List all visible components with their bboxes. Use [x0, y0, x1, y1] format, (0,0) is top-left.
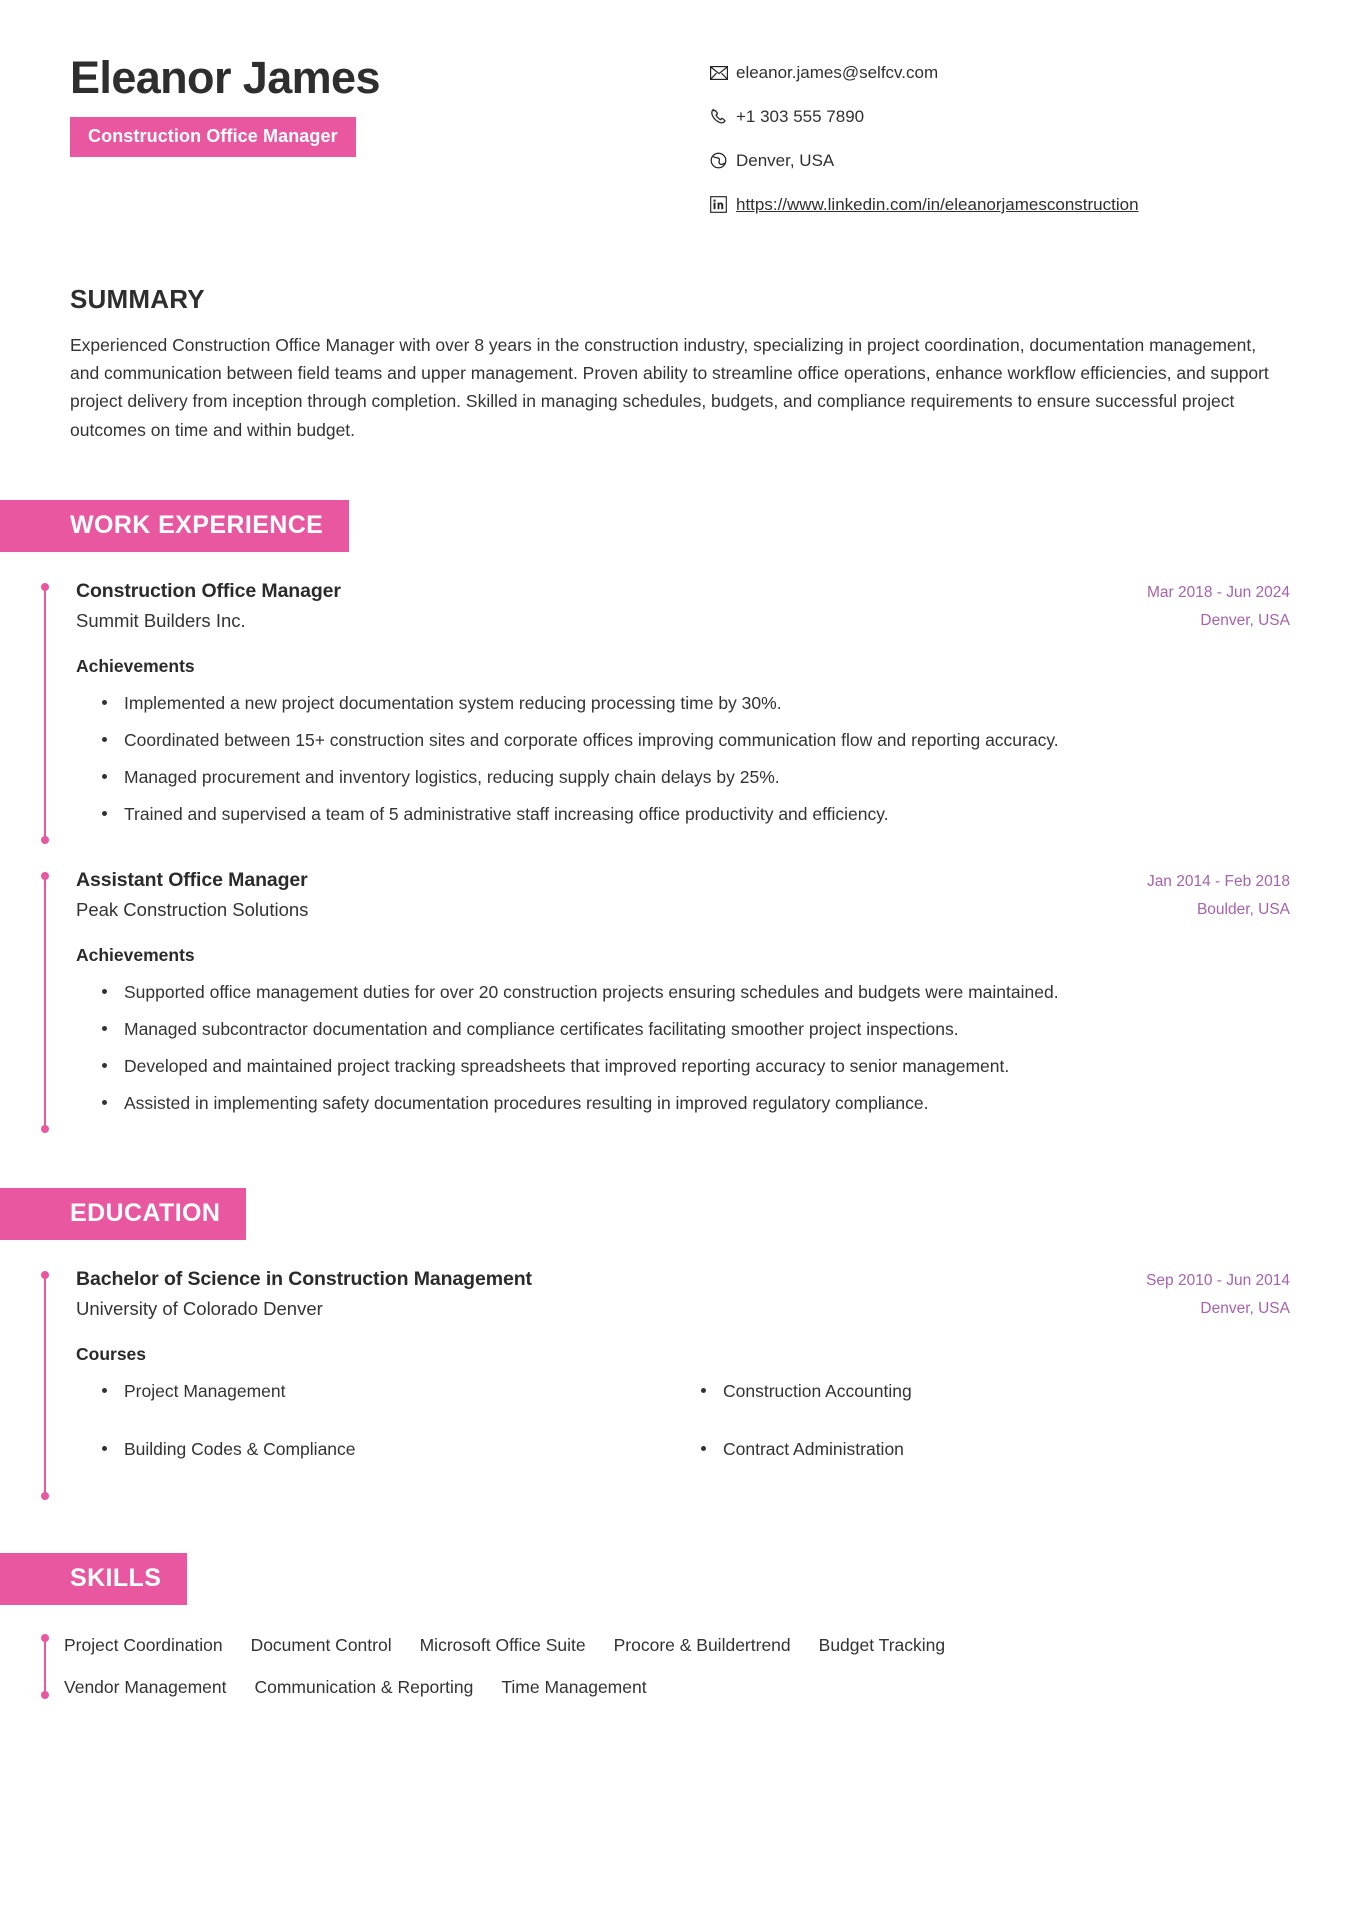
work-entry-role-org — [76, 580, 341, 632]
work-experience-heading: WORK EXPERIENCE — [0, 500, 349, 552]
course-item: Building Codes & Compliance — [122, 1435, 691, 1493]
education-entry-degree: Bachelor of Science in Construction Management — [76, 1268, 532, 1291]
contact-list — [710, 50, 1290, 238]
candidate-job-title: Construction Office Manager — [70, 117, 356, 157]
bullet-item: Implemented a new project documentation system reducing processing time by 30%. — [122, 689, 1290, 717]
work-entry-head — [76, 869, 1290, 921]
work-experience-entries — [0, 580, 1350, 1136]
skill-item: Procore & Buildertrend — [613, 1635, 791, 1656]
contact-linkedin-link[interactable]: https://www.linkedin.com/in/eleanorjamesconstruction — [736, 194, 1139, 214]
work-entry-dates: Jan 2014 - Feb 2018 — [1146, 873, 1290, 891]
skill-item: Budget Tracking — [818, 1635, 946, 1656]
education-entry-subheading: Courses — [76, 1344, 147, 1365]
bullet-item: Managed subcontractor documentation and compliance certificates facilitating smoother project inspections. — [122, 1015, 1290, 1043]
phone-icon — [710, 106, 736, 128]
skill-item: Vendor Management — [64, 1676, 227, 1697]
work-entry-bullets — [76, 978, 1290, 1117]
work-entry-dates: Mar 2018 - Jun 2024 — [1146, 584, 1290, 602]
education-heading: EDUCATION — [0, 1188, 246, 1240]
skills-entry — [44, 1633, 1290, 1700]
bullet-item: Assisted in implementing safety documentation procedures resulting in improved regulatory compliance. — [122, 1089, 1290, 1117]
skills-heading: SKILLS — [0, 1553, 187, 1605]
work-entry-organization: Peak Construction Solutions — [76, 899, 309, 921]
bullet-item: Trained and supervised a team of 5 administrative staff increasing office productivity and efficiency. — [122, 800, 1290, 828]
work-entry-subheading: Achievements — [76, 656, 195, 677]
skills-heading-wrap — [0, 1553, 1350, 1605]
work-entry-subheading: Achievements — [76, 945, 195, 966]
work-entry-organization: Summit Builders Inc. — [76, 610, 246, 632]
education-section — [0, 1188, 1350, 1503]
course-item: Contract Administration — [721, 1435, 1290, 1493]
skill-item: Document Control — [250, 1635, 392, 1656]
work-entry-meta — [1147, 873, 1290, 919]
education-courses-grid — [76, 1377, 1290, 1493]
contact-item-phone — [710, 106, 1290, 129]
skill-item: Microsoft Office Suite — [419, 1635, 586, 1656]
contact-item-linkedin[interactable] — [710, 194, 1290, 217]
skill-item: Communication & Reporting — [254, 1676, 474, 1697]
education-heading-wrap — [0, 1188, 1350, 1240]
summary-text: Experienced Construction Office Manager with over 8 years in the construction industry, specializing in project coordination, documentation management, and communication between field teams and upper management. Proven ability to streamline office operations, enhance workflow efficiencies, and support project delivery from inception through completion. Skilled in managing schedules, budgets, and compliance requirements to ensure successful project outcomes on time and within budget. — [70, 334, 1269, 440]
skills-list — [64, 1633, 1004, 1700]
education-entries — [0, 1268, 1350, 1503]
timeline-rail — [44, 1274, 46, 1497]
education-entry — [44, 1268, 1290, 1503]
education-entry-degree-school — [76, 1268, 532, 1320]
skills-section — [0, 1553, 1350, 1700]
bullet-item: Supported office management duties for over 20 construction projects ensuring schedules and budgets were maintained. — [122, 978, 1290, 1006]
contact-location-text: Denver, USA — [736, 150, 835, 170]
work-entry-role-org — [76, 869, 308, 921]
education-entry-school: University of Colorado Denver — [76, 1298, 323, 1320]
work-entry-head — [76, 580, 1290, 632]
bullet-item: Developed and maintained project tracking spreadsheets that improved reporting accuracy to senior management. — [122, 1052, 1290, 1080]
header-identity — [70, 50, 710, 157]
work-entry-role: Assistant Office Manager — [76, 869, 308, 892]
summary-section — [0, 284, 1350, 444]
skill-item: Project Coordination — [64, 1635, 223, 1656]
work-entry-bullets — [76, 689, 1290, 828]
work-entry — [44, 869, 1290, 1136]
education-entry-head — [76, 1268, 1290, 1320]
resume-header — [0, 0, 1350, 238]
linkedin-icon — [710, 194, 736, 216]
globe-icon — [710, 150, 736, 172]
work-entry-meta — [1147, 584, 1290, 630]
contact-item-email — [710, 62, 1290, 85]
skill-item: Time Management — [501, 1676, 647, 1697]
work-experience-heading-wrap — [0, 500, 1350, 552]
timeline-rail — [44, 586, 46, 841]
course-item: Project Management — [122, 1377, 691, 1435]
candidate-name: Eleanor James — [70, 52, 380, 103]
contact-item-location — [710, 150, 1290, 173]
course-item: Construction Accounting — [721, 1377, 1290, 1435]
work-entry-location: Denver, USA — [1200, 612, 1290, 630]
work-entry-role: Construction Office Manager — [76, 580, 341, 603]
education-entry-meta — [1146, 1272, 1290, 1318]
bullet-item: Managed procurement and inventory logistics, reducing supply chain delays by 25%. — [122, 763, 1290, 791]
timeline-rail — [44, 875, 46, 1130]
work-entry — [44, 580, 1290, 847]
contact-email-text: eleanor.james@selfcv.com — [736, 63, 939, 82]
bullet-item: Coordinated between 15+ construction sites and corporate offices improving communication flow and reporting accuracy. — [122, 726, 1290, 754]
summary-heading: SUMMARY — [70, 283, 205, 314]
work-entry-location: Boulder, USA — [1196, 901, 1290, 919]
work-experience-section — [0, 500, 1350, 1136]
education-entry-dates: Sep 2010 - Jun 2014 — [1146, 1272, 1290, 1290]
contact-phone-text: +1 303 555 7890 — [736, 106, 865, 126]
timeline-rail — [44, 1637, 46, 1696]
envelope-icon — [710, 62, 736, 84]
education-entry-location: Denver, USA — [1200, 1300, 1290, 1318]
